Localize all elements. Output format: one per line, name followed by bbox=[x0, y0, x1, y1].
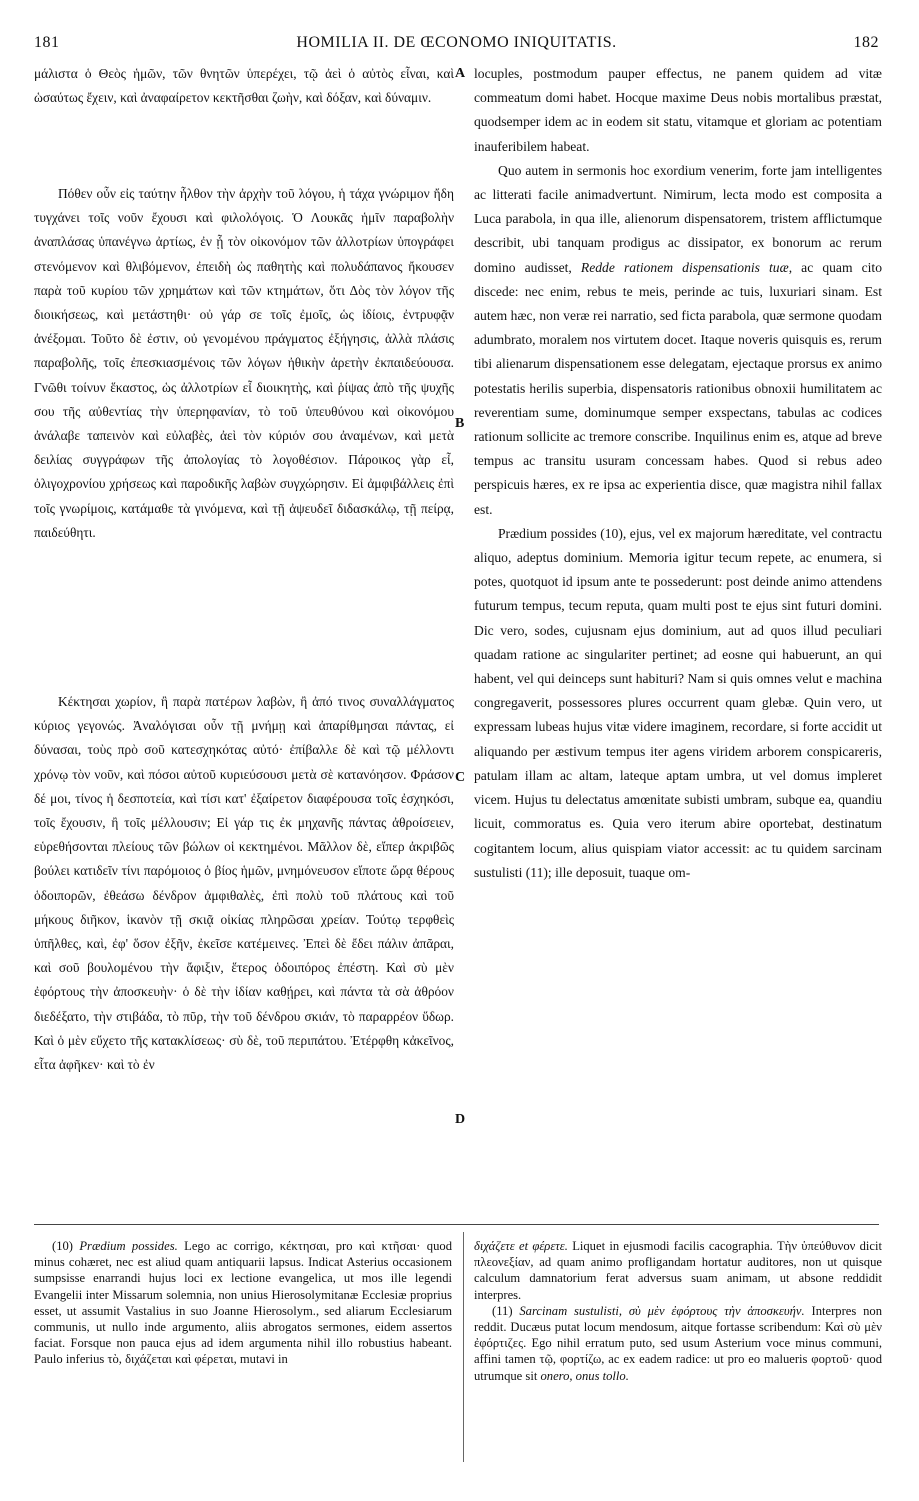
footnote-11-end: onero, onus tollo. bbox=[540, 1368, 629, 1383]
footnote-11-lemma: Sarcinam sustulisti, σὺ μὲν ἐφόρτους τὴν ἀποσκευήν. bbox=[519, 1303, 805, 1318]
greek-column bbox=[34, 62, 454, 110]
footnotes-right bbox=[474, 1238, 882, 1384]
footnote-10-cont-text: Liquet in ejusmodi facilis cacographia. Τὴν ὑπεύθυνον dicit πλεονεξίαν, ad quam animo profligandam hortatur auditores, non ut quisque calculum damnatorium ferat adversus suam animam, ut absone reddidit interpres. bbox=[474, 1239, 882, 1302]
footnote-10-cont-lemma: διχάζετε et φέρετε. bbox=[474, 1239, 568, 1253]
margin-marker-c: C bbox=[455, 770, 466, 785]
footnote-11 bbox=[474, 1303, 882, 1384]
running-header bbox=[34, 34, 879, 56]
footnote-column-separator bbox=[463, 1232, 464, 1462]
margin-marker-a: A bbox=[455, 66, 466, 81]
footnote-rule bbox=[34, 1224, 879, 1225]
margin-marker-b: B bbox=[455, 416, 465, 431]
greek-paragraph-2: Πόθεν οὖν εἰς ταύτην ἦλθον τὴν ἀρχὴν τοῦ λόγου, ἡ τάχα γνώριμον ἤδη τυγχάνει τοῖς νοῦν ἔχουσι καὶ φιλολόγοις. Ὁ Λουκᾶς ἡμῖν παραβολὴν ἀναπλάσας ὑπανέγνω ἀρτίως, ἐν ᾗ τὸν οἰκονόμον τῶν ἀλλοτρίων ὑπογράφει στενόμενον καὶ θλιβόμενον, ἐπειδὴ ὡς παθητὴς καὶ πολυδάπανος ἤκουσεν παρὰ τοῦ κυρίου τῶν χρημάτων καὶ τῶν κτημάτων, ὅτι Δὸς τὸν λόγον τῆς διοικήσεως, καὶ μετάστηθι· οὐ γάρ σε τοῖς ἐμοῖς, ὡς ἰδίοις, ἐντρυφᾷν ἀνέξομαι. Τοῦτο δὲ ἐστιν, οὐ γενομένου πράγματος ἐξήγησις, ἀλλὰ πλάσις παραβολῆς, τοῖς ἐπεσκιασμένοις τῶν λόγων ἠθικὴν ἀρετὴν ἐκπαιδεύουσα. Γνῶθι τοίνυν ἕκαστος, ὡς ἀλλοτρίων εἶ διοικητὴς, καὶ ῥίψας ἀπὸ τῆς ψυχῆς σου τῆς αὐθεντίας τὴν ὑπερηφανίαν, τὸ τοῦ ὑπευθύνου καὶ οἰκονόμου ἀνάλαβε ταπεινὸν καὶ εὐλαβὲς, ἀεὶ τὸν κύριόν σου ἀναμένων, καὶ μετὰ δειλίας συγγράφων τῆς ἀπολογίας τὸ λογοθέσιον. Πάροικος γὰρ εἶ, ὀλιγοχρονίου χρήσεως καὶ παροδικῆς λαβὼν συγχώρησιν. Εἰ ἀμφιβάλλεις ἐπὶ τοῖς γνωρίμοις, κατάμαθε τὰ γινόμενα, καὶ τῇ ἀψευδεῖ διδασκάλῳ, τῇ πείρᾳ, παιδεύθητι. bbox=[34, 186, 454, 540]
greek-paragraph-1: μάλιστα ὁ Θεὸς ἡμῶν, τῶν θνητῶν ὑπερέχει, τῷ ἀεὶ ὁ αὐτὸς εἶναι, καὶ ὡσαύτως ἔχειν, καὶ ἀναφαίρετον κεκτῆσθαι ζωὴν, καὶ δόξαν, καὶ δύναμιν. bbox=[34, 66, 454, 106]
latin-paragraph-2 bbox=[474, 159, 882, 522]
latin-p2-quote: Redde rationem dispensationis tuæ bbox=[580, 259, 789, 275]
latin-paragraph-3: Prædium possides (10), ejus, vel ex majorum hæreditate, vel contractu aliquo, adeptus dominium. Memoria igitur tecum repete, ac enumera, si potes, quotquot id ipsum ante te possederunt: post deinde animo attendens futurum tempus, tecum reputa, quam multi post te ejus sint futuri domini. Dic vero, sodes, cujusnam ejus dominium, aut ad quos illud peculiari quadam ratione ac singulariter pertinet; ad eosne qui habuerunt, an qui habent, vel qui deinceps sunt habituri? Nam si quis omnes velut e machina congregaverit, possessores plures occurrent quam glebæ. Quin vero, ut expressam lubeas hujus vitæ videre imaginem, recordare, si forte accidit ut aliquando per æstivum tempus iter agens viridem arborem conspicareris, patulam illam ac altam, lateque aptam umbra, ut vel domus impleret vicem. Hujus tu delectatus amœnitate subisti umbram, subque ea, quandiu licuit, commoratus es. Quia vero iterum abire oportebat, destinatum cogitantem locum, alius quispiam viator accessit: ac tu quidem sarcinam sustulisti (11); ille deposuit, tuaque om- bbox=[474, 525, 882, 880]
greek-column-2 bbox=[34, 182, 454, 545]
footnote-10-continued bbox=[474, 1238, 882, 1303]
footnote-10-lemma: Prædium possides. bbox=[79, 1239, 178, 1253]
page-number-left: 181 bbox=[34, 34, 60, 51]
footnotes-left bbox=[34, 1238, 452, 1368]
greek-paragraph-3: Κέκτησαι χωρίον, ἢ παρὰ πατέρων λαβὼν, ἢ ἀπό τινος συναλλάγματος κύριος γεγονώς. Ἀναλόγισαι οὖν τῇ μνήμῃ καὶ ἀπαρίθμησαι πάντας, εἰ δύνασαι, τοὺς πρὸ σοῦ κατεσχηκότας αὐτό· ἐπίβαλλε δὲ καὶ τῷ μέλλοντι χρόνῳ τὸν νοῦν, καὶ πόσοι αὐτοῦ κυριεύσουσι μετὰ σὲ κατανόησον. Φράσον δέ μοι, τίνος ἡ δεσποτεία, καὶ τίσι κατ' ἐξαίρετον διαφέρουσα τοῖς ἐσχηκόσι, τοῖς ἔχουσιν, ἢ τοῖς μέλλουσιν; Εἰ γάρ τις ἐκ μηχανῆς πάντας ἀθροίσειεν, εὑρεθήσονται πλείους τῶν βώλων οἱ κεκτημένοι. Μᾶλλον δὲ, εἴπερ ἀκριβῶς βούλει κατιδεῖν τίνι παρόμοιος ὁ βίος ἡμῶν, μνημόνευσον εἴποτε ὥρᾳ θέρους ὁδοιπορῶν, ἐθεάσω δένδρον ἀμφιθαλὲς, ἐπὶ πολὺ τοῦ πλάτους καὶ τοῦ μήκους διῆκον, ἱκανὸν τῇ σκιᾷ οἰκίας πληρῶσαι χρείαν. Τούτῳ τερφθεὶς ὑπῆλθες, καὶ, ἐφ' ὅσον ἐξῆν, ἐκεῖσε κατέμεινες. Ἐπεὶ δὲ ἔδει πάλιν ἀπᾶραι, καὶ σοῦ βουλομένου τὴν ἄφιξιν, ἕτερος ὁδοιπόρος ἐπέστη. Καὶ σὺ μὲν ἐφόρτους τὴν ἀποσκευὴν· ὁ δὲ τὴν ἰδίαν καθῄρει, καὶ πάντα τὰ σὰ ἀθρόον διεδέξατο, τὴν στιβάδα, τὸ πῦρ, τὴν τοῦ δένδρου σκιάν, τὸ παραρρέον ὕδωρ. Καὶ ὁ μὲν εὔχετο τῆς κατακλίσεως· σὺ δὲ, τοῦ περιπάτου. Ἐτέρφθη κἀκεῖνος, εἶτα ἀφῆκεν· καὶ τὸ ἐν bbox=[34, 694, 454, 1073]
footnote-10-text: Lego ac corrigo, κέκτησαι, pro καὶ κτῆσαι· quod minus cohæret, nec est aliud quam antiquarii lapsus. Indicat Asterius occasionem sumpsisse enarrandi hujus loci ex lectione evangelica, ut mos ille legendi Evangelii inter Missarum solemnia, non unius Hierosolymitanæ Ecclesiæ proprius esset, ut assumit Vastalius in suo Joanne Hierosolym., sed aliarum Ecclesiarum communis, ut nullo inde argumento, aliis abrogatos sermones, eidem assertos faciat. Forsque non pauca ejus ad idem argumenta nihil illo robustius habeant. Paulo inferius τὸ, διχάζεται καὶ φέρεται, mutavi in bbox=[34, 1239, 452, 1367]
footnote-11-label: (11) bbox=[492, 1303, 513, 1318]
latin-column bbox=[474, 62, 882, 885]
margin-marker-d: D bbox=[455, 1112, 466, 1127]
running-title: HOMILIA II. DE ŒCONOMO INIQUITATIS. bbox=[296, 34, 617, 51]
footnote-10 bbox=[34, 1238, 452, 1368]
footnote-10-label: (10) bbox=[52, 1239, 73, 1253]
footnote-11-text: Interpres non reddit. Ducæus putat locum mendosum, aitque fortasse scribendum: Καὶ σὺ μὲν ἐφόρτιζες. Ego nihil erratum puto, sed usum Asterium voce minus communi, affini tamen τῷ, φορτίζω, ac ex eadem radice: ut pro eo malueris φορτοῦ· quod utrumque sit bbox=[474, 1303, 882, 1383]
latin-paragraph-1: locuples, postmodum pauper effectus, ne panem quidem ad vitæ commeatum domi habet. Hocque maxime Deus nobis mortalibus præstat, quodsemper idem ac in eodem sit statu, vitamque et gloriam ac potentiam inauferibilem habeat. bbox=[474, 66, 882, 154]
latin-p2-text-b: , ac quam cito discede: nec enim, rebus te meis, perinde ac tuis, luxuriari sinam. Est autem hæc, non veræ rei narratio, sed ficta parabola, quæ sermone quodam adumbrato, moralem nos virtutem docet. Itaque noveris quisquis es, rerum tibi alienarum dispensationem esse delegatam, ejectaque prorsus ex animo potestatis herilis superbia, dispensatoris rationibus obnoxii humilitatem ac reverentiam sume, dominumque semper exspectans, tabulas ac codices rationum sollicite ac tremore conscribe. Inquilinus enim es, atque ad breve tempus ac transitu usuram concessam habes. Quod si rebus adeo perspicuis hæres, ex re ipsa ac experientia disce, quæ magistra nihil fallax est. bbox=[474, 259, 883, 517]
greek-column-3 bbox=[34, 690, 454, 1077]
latin-p2-text-a: Quo autem in sermonis hoc exordium venerim, forte jam intelligentes ac litterati facile animadvertunt. Nimirum, lecta modo est composita a Luca parabola, in qua ille, alienorum dispensatorem, tristem afflictumque describit, ubi tanquam prodigus ac dissipator, ex bonorum ac rerum domino audisset, bbox=[474, 162, 882, 275]
page-number-right: 182 bbox=[853, 34, 879, 51]
